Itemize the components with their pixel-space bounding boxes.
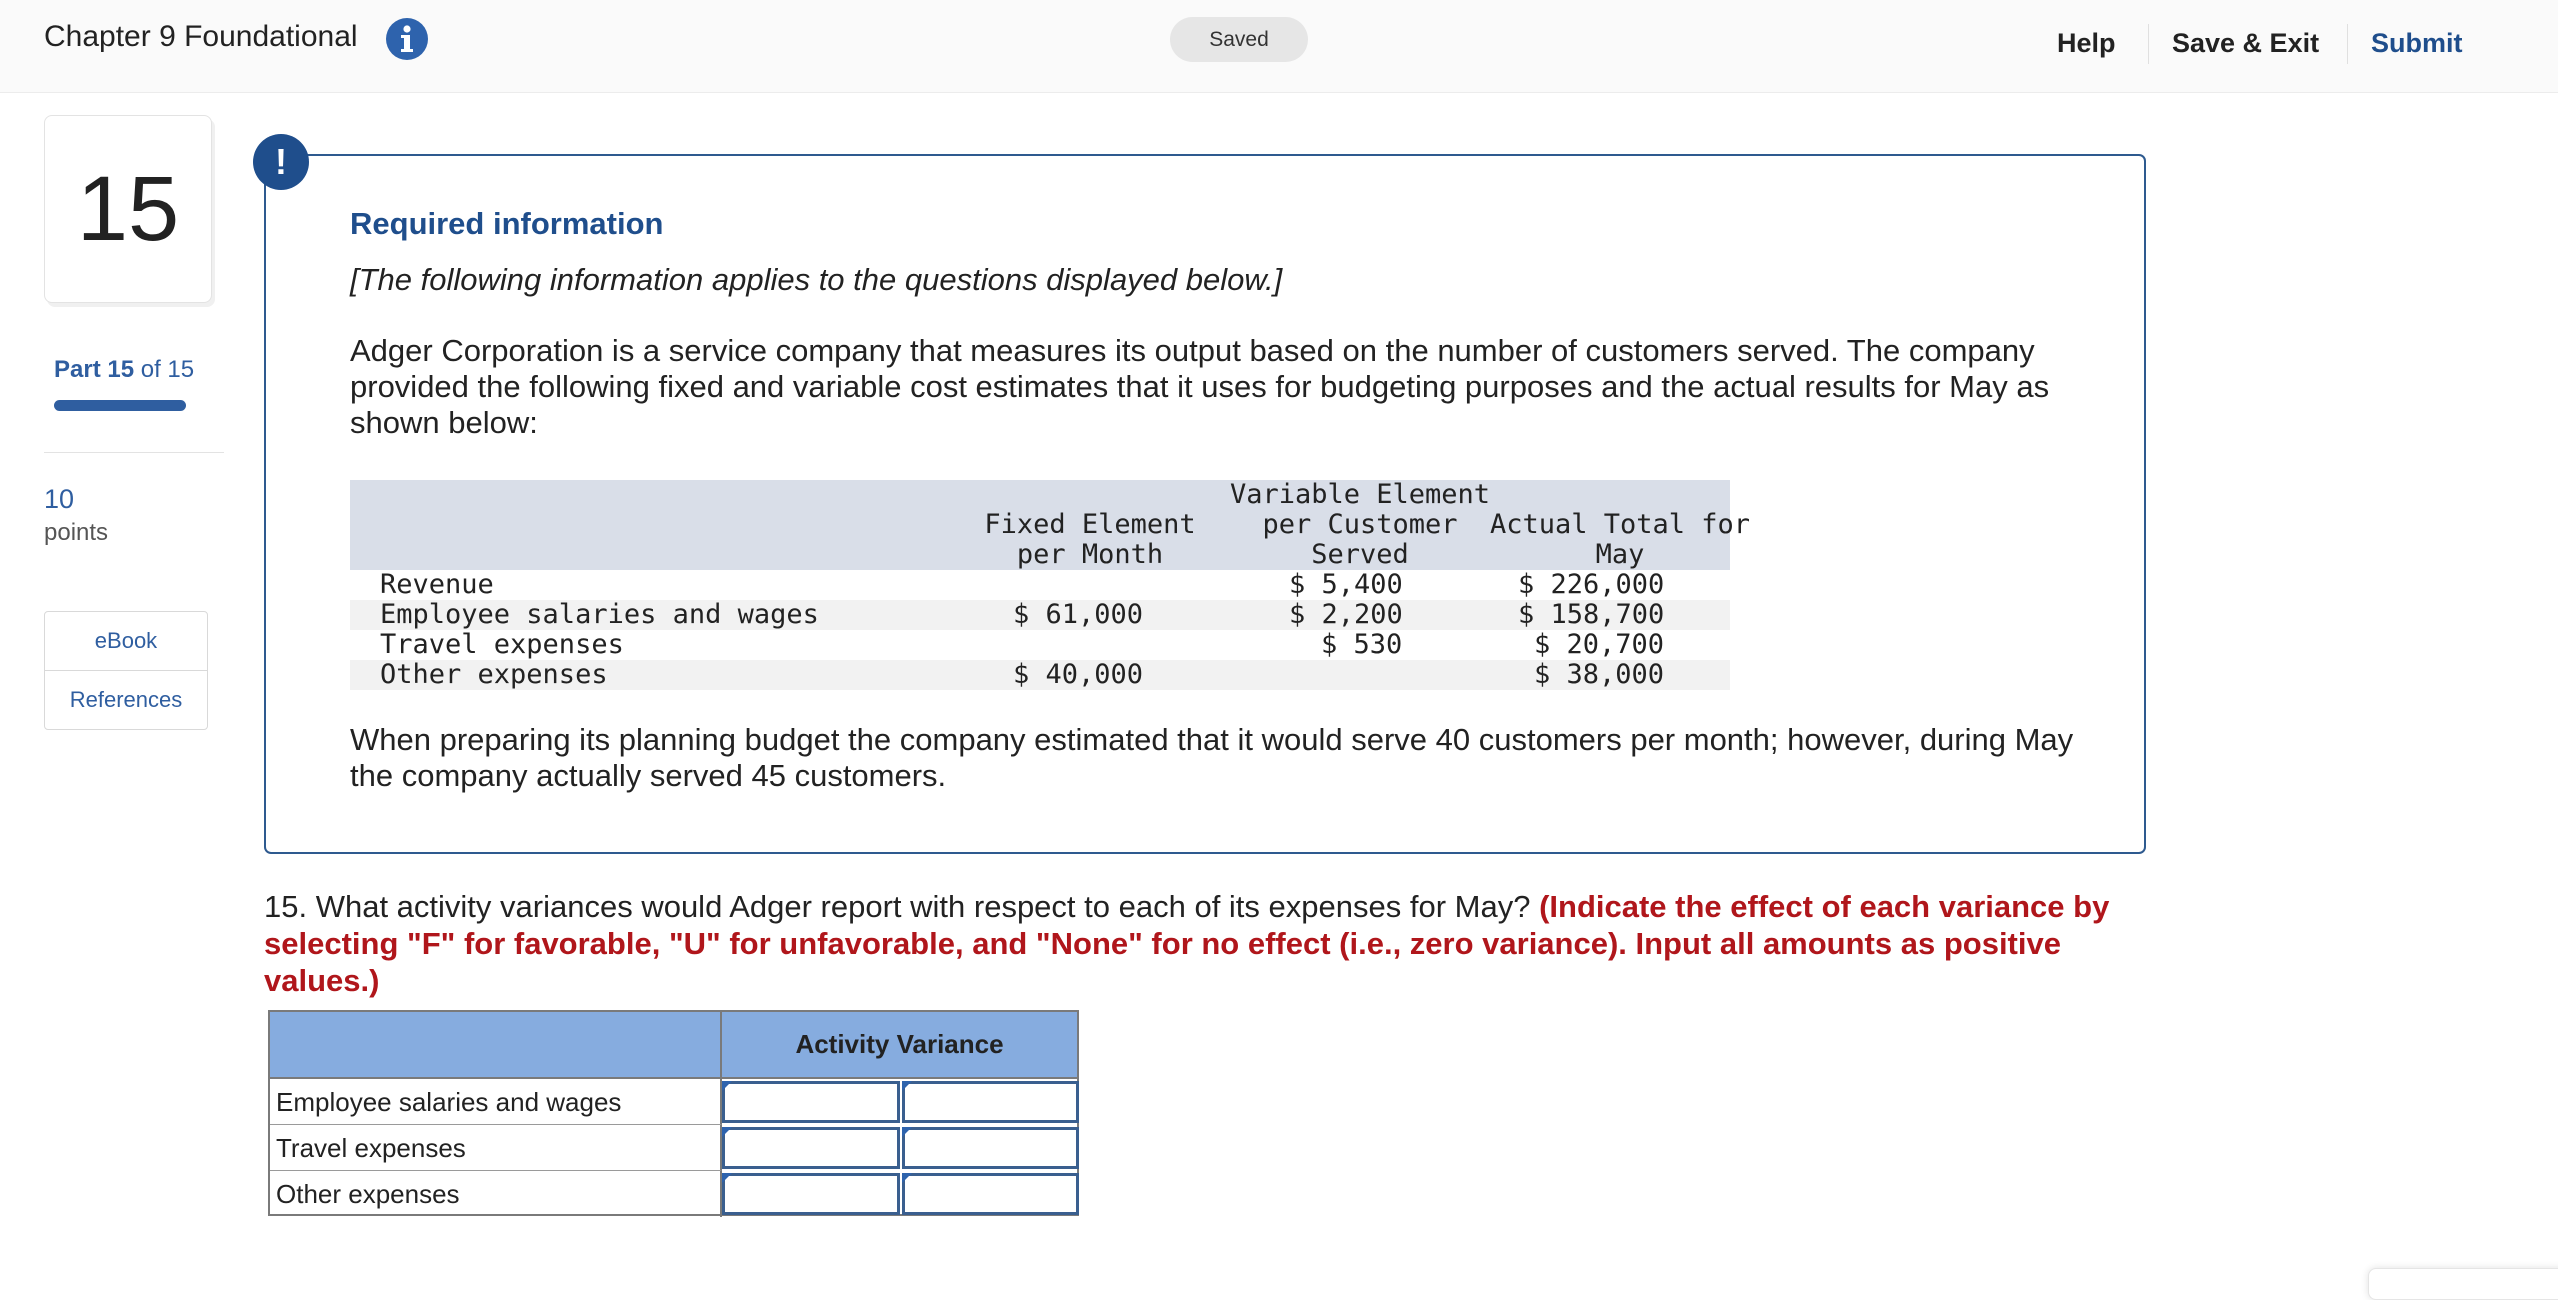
question-number-card: 15 xyxy=(44,115,212,303)
required-info-title: Required information xyxy=(350,206,664,241)
question-text: 15. What activity variances would Adger report with respect to each of its expenses for May? xyxy=(264,889,1531,924)
variance-effect-select[interactable] xyxy=(902,1173,1079,1215)
submit-button[interactable]: Submit xyxy=(2371,28,2463,58)
header-actual-line2: May xyxy=(1595,539,1645,570)
help-button[interactable]: Help xyxy=(2057,28,2116,58)
references-button[interactable]: References xyxy=(69,687,183,712)
budget-paragraph: When preparing its planning budget the company estimated that it would serve 40 customers per month; however, during May the company actually served 45 customers. xyxy=(350,722,2074,793)
assignment-title: Chapter 9 Foundational xyxy=(44,20,358,53)
resource-tools xyxy=(44,611,208,730)
ebook-button[interactable]: eBook xyxy=(45,612,207,671)
row-label: Travel expenses xyxy=(380,629,624,660)
answer-table xyxy=(268,1010,1079,1216)
table-row xyxy=(350,660,1730,690)
question-instruction: (Indicate the effect of each variance by selecting "F" for favorable, "U" for unfavorable, and "None" for no effect (i.e., zero variance). Input all amounts as positive values.) xyxy=(264,889,2110,998)
row-label: Other expenses xyxy=(380,659,608,690)
header-fixed-line1: Fixed Element xyxy=(984,509,1196,540)
corner-widget[interactable] xyxy=(2368,1268,2558,1300)
header-actual-line1: Actual Total for xyxy=(1489,509,1751,540)
variance-amount-input[interactable] xyxy=(722,1173,900,1215)
answer-row-label: Employee salaries and wages xyxy=(270,1079,722,1125)
table-row xyxy=(350,630,1730,660)
row-actual: $ 20,700 xyxy=(1534,629,1665,660)
answer-header-activity-variance: Activity Variance xyxy=(722,1012,1077,1079)
save-exit-button[interactable]: Save & Exit xyxy=(2172,28,2320,58)
header-fixed-line2: per Month xyxy=(1016,539,1164,570)
points-value: 10 xyxy=(44,484,75,514)
row-label: Employee salaries and wages xyxy=(380,599,819,630)
row-actual: $ 38,000 xyxy=(1534,659,1665,690)
sidebar-divider xyxy=(44,452,224,453)
row-actual: $ 158,700 xyxy=(1518,599,1665,630)
header-divider xyxy=(2347,24,2348,64)
part-current: 15 xyxy=(107,356,135,383)
table-row xyxy=(350,600,1730,630)
saved-status: Saved xyxy=(1170,17,1308,62)
info-icon[interactable] xyxy=(386,18,428,60)
row-label: Revenue xyxy=(380,569,494,600)
variance-amount-input[interactable] xyxy=(722,1081,900,1123)
row-actual: $ 226,000 xyxy=(1518,569,1665,600)
part-progress-bar xyxy=(54,400,186,411)
variance-effect-select[interactable] xyxy=(902,1081,1079,1123)
header-variable-line1: Variable Element xyxy=(1229,479,1491,510)
header-variable-line3: Served xyxy=(1311,539,1409,570)
question-prompt xyxy=(264,888,2164,999)
row-variable: $ 530 xyxy=(1321,629,1403,660)
row-fixed: $ 40,000 xyxy=(1013,659,1144,690)
answer-row-label: Travel expenses xyxy=(270,1125,722,1171)
header-divider xyxy=(2148,24,2149,64)
scenario-paragraph: Adger Corporation is a service company that measures its output based on the number of customers served. The company provided the following fixed and variable cost estimates that it uses for budgeting purposes and the actual results for May as shown below: xyxy=(350,333,2050,440)
cost-table-header xyxy=(350,479,1751,570)
part-total: of 15 xyxy=(140,356,195,383)
answer-header-blank xyxy=(270,1012,722,1079)
points-label: points xyxy=(44,519,109,546)
required-info-note: [The following information applies to the questions displayed below.] xyxy=(350,262,1283,297)
header-variable-line2: per Customer xyxy=(1262,509,1458,540)
top-header xyxy=(0,0,2558,93)
row-variable: $ 2,200 xyxy=(1289,599,1403,630)
row-fixed: $ 61,000 xyxy=(1013,599,1144,630)
alert-icon: ! xyxy=(253,134,309,190)
table-row xyxy=(350,570,1730,600)
variance-effect-select[interactable] xyxy=(902,1127,1079,1169)
part-word: Part xyxy=(54,356,101,383)
part-indicator xyxy=(54,356,194,384)
answer-row-label: Other expenses xyxy=(270,1171,722,1217)
row-variable: $ 5,400 xyxy=(1289,569,1403,600)
variance-amount-input[interactable] xyxy=(722,1127,900,1169)
